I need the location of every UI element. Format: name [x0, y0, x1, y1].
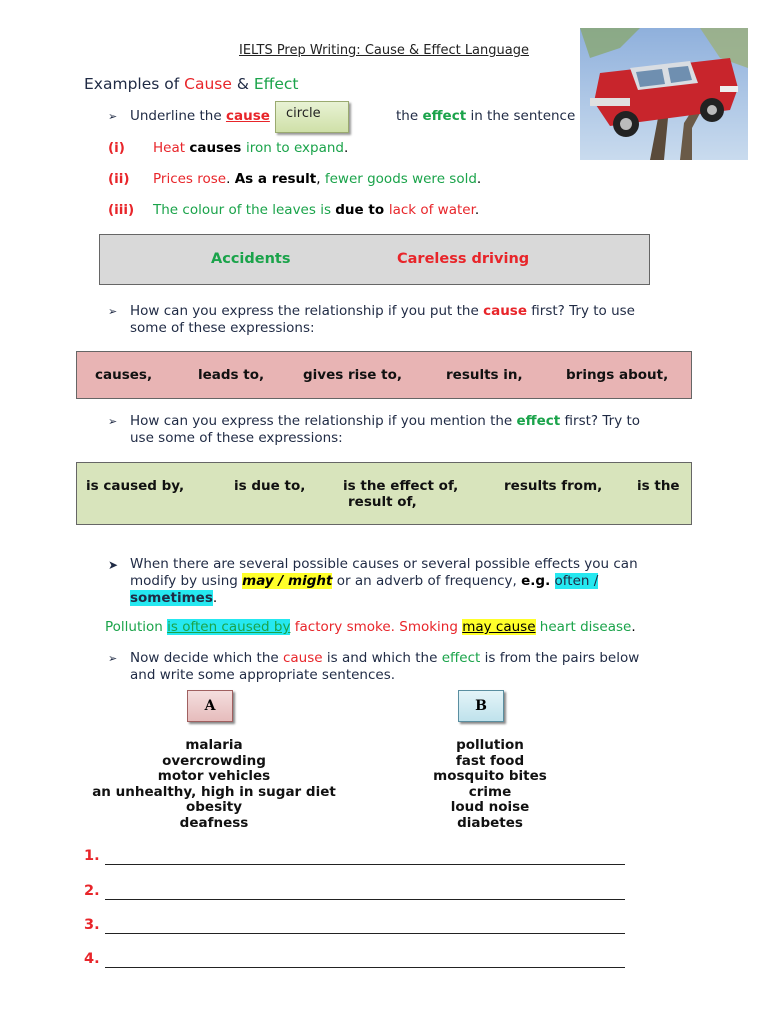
example-row-2: (ii) Prices rose. As a result, fewer goods were sold. — [108, 171, 482, 187]
cause-example: Careless driving — [397, 251, 530, 267]
list-item: pollution — [456, 737, 524, 753]
instruction-underline-tail: the effect in the sentence — [396, 108, 576, 124]
column-b-label: B — [458, 690, 504, 722]
expression-item: results in, — [446, 367, 523, 383]
expression-item: causes, — [95, 367, 153, 383]
list-item: crime — [468, 783, 512, 800]
bullet-arrow-icon: ➢ — [108, 652, 118, 665]
expression-item: is the — [637, 478, 680, 494]
expression-item: is due to, — [234, 478, 306, 494]
circle-callout-box: circle — [275, 101, 349, 133]
instruction-pairs: Now decide which the cause is and which the effect is from the pairs below and write some appropriate sentences. — [130, 650, 640, 683]
answer-line-4[interactable] — [105, 967, 625, 968]
answer-number: 4. — [84, 951, 100, 967]
list-item: fast food — [455, 752, 525, 769]
bullet-arrow-icon: ➢ — [108, 110, 118, 123]
bullet-arrow-icon: ➤ — [108, 558, 119, 572]
example-row-3: (iii) The colour of the leaves is due to lack of water. — [108, 202, 480, 218]
expression-item: is caused by, — [86, 478, 185, 494]
instruction-modifiers: When there are several possible causes or several possible effects you can modify by using may / might or an adverb of frequency, e.g. often / sometimes. — [130, 556, 638, 606]
answer-line-2[interactable] — [105, 899, 625, 900]
expression-item: is the effect of, — [343, 478, 459, 494]
answer-line-1[interactable] — [105, 864, 625, 865]
list-item: an unhealthy, high in sugar diet — [92, 783, 336, 800]
bullet-arrow-icon: ➢ — [108, 305, 118, 318]
list-item: mosquito bites — [433, 768, 547, 784]
answer-line-3[interactable] — [105, 933, 625, 934]
section-heading: Examples of Cause & Effect — [84, 75, 299, 93]
example-row-1: (i) Heat causes iron to expand. — [108, 140, 349, 156]
list-item: obesity — [185, 799, 242, 815]
cause-expressions-box — [76, 351, 692, 399]
column-a-label: A — [187, 690, 233, 722]
worksheet-title: IELTS Prep Writing: Cause & Effect Language — [239, 43, 529, 58]
list-item: diabetes — [457, 814, 523, 831]
column-a-list — [64, 738, 364, 831]
sample-sentence: Pollution is often caused by factory smoke. Smoking may cause heart disease. — [105, 619, 636, 635]
list-item: motor vehicles — [157, 768, 271, 784]
list-item: malaria — [185, 737, 243, 753]
expression-item: brings about, — [566, 367, 669, 383]
cause-effect-pair-box — [99, 234, 650, 285]
expression-item: leads to, — [198, 367, 265, 383]
bullet-arrow-icon: ➢ — [108, 415, 118, 428]
answer-number: 2. — [84, 883, 100, 899]
expression-item: gives rise to, — [303, 367, 403, 383]
instruction-cause-first: How can you express the relationship if you put the cause first? Try to use some of these expressions: — [130, 303, 635, 336]
answer-number: 3. — [84, 917, 100, 933]
list-item: deafness — [179, 814, 249, 831]
effect-expressions-box — [76, 462, 692, 525]
instruction-effect-first: How can you express the relationship if you mention the effect first? Try to use some of these expressions: — [130, 413, 641, 446]
list-item: loud noise — [450, 799, 530, 815]
expression-item: results from, — [504, 478, 603, 494]
column-b-list — [390, 738, 590, 831]
answer-number: 1. — [84, 848, 100, 864]
instruction-underline: Underline the cause — [130, 108, 270, 124]
expression-item: result of, — [348, 494, 417, 510]
list-item: overcrowding — [162, 752, 266, 769]
effect-example: Accidents — [211, 251, 291, 267]
